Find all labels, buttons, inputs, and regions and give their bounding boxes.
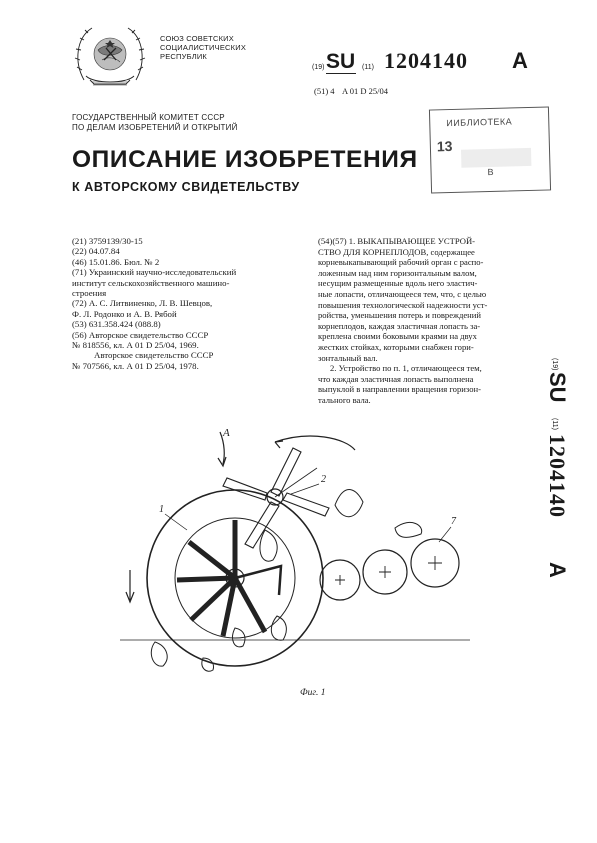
side-patent-number: 1204140 xyxy=(545,434,570,518)
patent-number: 1204140 xyxy=(384,48,468,73)
country-code: SU xyxy=(326,50,356,73)
stamp-smudge xyxy=(461,148,531,168)
side-num-prefix: (11) xyxy=(551,418,558,430)
bibliography xyxy=(72,236,280,371)
side-pub-prefix: (19) xyxy=(551,358,558,371)
label-arrow-a: A xyxy=(223,427,230,439)
bib-line: № 707566, кл. А 01 D 25/04, 1978. xyxy=(72,360,199,371)
figure-caption: Фиг. 1 xyxy=(300,688,326,698)
claim-line: ложенным над ним горизонтальным валом, xyxy=(318,267,477,278)
committee-name xyxy=(72,113,238,133)
bib-line: (72) А. С. Литвиненко, Л. В. Шевцов, xyxy=(72,298,213,309)
claim-line: повышения технологической надежности уст- xyxy=(318,299,488,310)
ipc-class: A 01 D 25/04 xyxy=(342,86,389,96)
kind-code: A xyxy=(512,48,528,73)
claim-line: корнеплодов, каждая эластичная лопасть за- xyxy=(318,320,481,331)
label-part-7: 7 xyxy=(451,516,456,527)
claim-line: корневыкапывающий рабочий орган с распо- xyxy=(318,257,484,268)
divider xyxy=(326,73,356,74)
ussr-emblem-icon xyxy=(72,20,148,90)
bib-line: институт сельскохозяйственного машино- xyxy=(72,277,230,288)
bib-line: строения xyxy=(72,288,107,299)
bib-line: (22) 04.07.84 xyxy=(72,246,120,257)
document-subtitle: К АВТОРСКОМУ СВИДЕТЕЛЬСТВУ xyxy=(72,180,300,194)
stamp-day: 13 xyxy=(436,137,453,155)
bib-line: Авторское свидетельство СССР xyxy=(94,350,214,361)
pub-prefix: (19) xyxy=(312,64,325,71)
bib-line: (46) 15.01.86. Бюл. № 2 xyxy=(72,256,160,267)
claim-line: жестких стойках, которыми снабжен гори- xyxy=(318,341,474,352)
bib-line: (21) 3759139/30-15 xyxy=(72,236,143,246)
claim-line: ные лопасти, отличающееся тем, что, с целью xyxy=(318,288,487,299)
claim-line: зонтальный вал. xyxy=(318,352,378,363)
stamp-line: В xyxy=(487,166,494,178)
org-line: РЕСПУБЛИК xyxy=(160,52,207,61)
bib-line: (71) Украинский научно-исследовательский xyxy=(72,267,237,278)
label-part-1: 1 xyxy=(159,504,164,515)
claim-line: 2. Устройство по п. 1, отличающееся тем, xyxy=(330,363,482,374)
claim-line: что каждая эластичная лопасть выполнена xyxy=(318,373,474,384)
claim-line: (54)(57) 1. ВЫКАПЫВАЮЩЕЕ УСТРОЙ- xyxy=(318,236,476,246)
side-kind-code: A xyxy=(545,562,570,578)
side-publication-number xyxy=(520,358,580,648)
claim-line: ройства, уменьшения потерь и повреждений xyxy=(318,310,481,321)
committee-line: ГОСУДАРСТВЕННЫЙ КОМИТЕТ СССР xyxy=(72,113,225,122)
claim-line: выпуклой в направлении вращения горизон- xyxy=(318,384,481,395)
committee-line: ПО ДЕЛАМ ИЗОБРЕТЕНИЙ И ОТКРЫТИЙ xyxy=(72,123,238,132)
figure-1-drawing xyxy=(95,420,475,685)
claim-line: СТВО ДЛЯ КОРНЕПЛОДОВ, содержащее xyxy=(318,246,475,257)
document-title: ОПИСАНИЕ ИЗОБРЕТЕНИЯ xyxy=(72,146,418,173)
bib-line: (56) Авторское свидетельство СССР xyxy=(72,329,209,340)
claim-line: креплена своими боковыми краями на двух xyxy=(318,331,477,342)
bib-line: Ф. Л. Родонко и А. В. Рябой xyxy=(72,308,177,319)
library-stamp xyxy=(429,106,551,193)
stamp-line: ИИБЛИОТЕКА xyxy=(446,116,513,129)
bib-line: (53) 631.358.424 (088.8) xyxy=(72,319,161,330)
side-country-code: SU xyxy=(545,372,570,403)
label-part-2: 2 xyxy=(321,474,326,485)
org-line: СОЮЗ СОВЕТСКИХ xyxy=(160,34,234,43)
claim-line: несущим размещенные вдоль него эластич- xyxy=(318,278,478,289)
num-prefix: (11) xyxy=(362,64,374,71)
org-name xyxy=(160,34,246,61)
claim-line: тального вала. xyxy=(318,394,371,405)
bib-line: № 818556, кл. А 01 D 25/04, 1969. xyxy=(72,340,199,351)
ipc-prefix: (51) 4 xyxy=(314,86,335,96)
org-line: СОЦИАЛИСТИЧЕСКИХ xyxy=(160,43,247,52)
